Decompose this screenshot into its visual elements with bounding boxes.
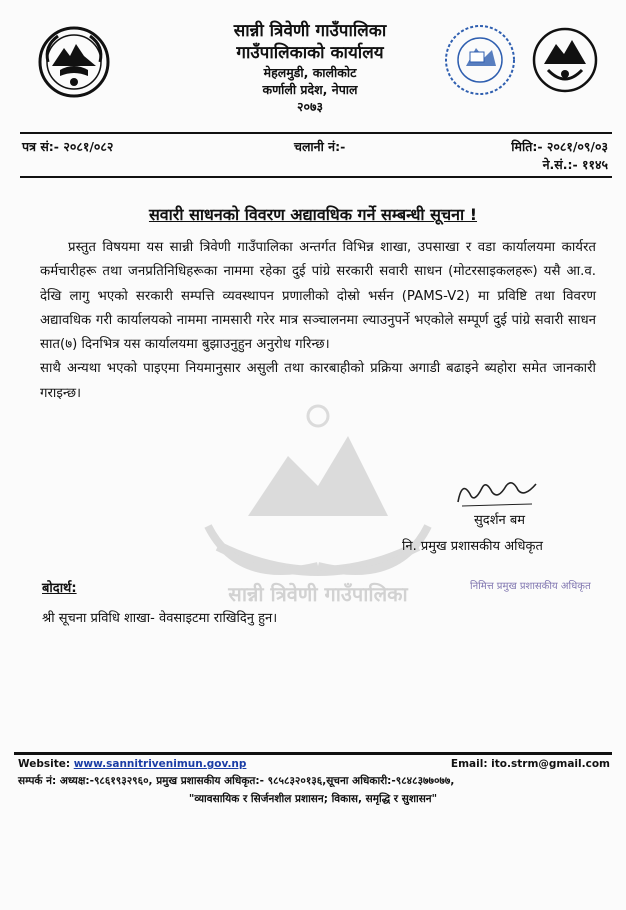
footer-slogan: "व्यावसायिक र सिर्जनशील प्रशासन; विकास, समृद्धि र सुशासन" (188, 793, 438, 805)
footer-phone-numbers: सम्पर्क नं: अध्यक्ष:-९८६१९३२९६०, प्रमुख प्रशासकीय अधिकृत:- ९८५८३२०१३६,सूचना अधिकारी:-९८४८३७७०७७, (18, 775, 455, 787)
office-name: गाउँपालिकाको कार्यालय (236, 43, 384, 63)
header-divider-bottom (20, 176, 612, 178)
signatory-stamp: निमित्त प्रमुख प्रशासकीय अधिकृत (470, 581, 591, 592)
footer-divider (14, 752, 612, 755)
body-paragraph-2: साथै अन्यथा भएको पाइएमा नियमानुसार असुली तथा कारबाहीको प्रक्रिया अगाडी बढाइने ब्यहोरा समेत जानकारी गराइन्छ। (40, 361, 596, 401)
watermark-logo-icon (178, 396, 458, 606)
municipality-name: सान्नी त्रिवेणी गाउँपालिका (233, 21, 387, 41)
notice-body (40, 236, 596, 406)
header-divider-top (20, 132, 612, 134)
office-province: कर्णाली प्रदेश, नेपाल (262, 82, 358, 97)
subject-text: सवारी साधनको विवरण अद्यावधिक गर्ने सम्बन्धी सूचना ! (148, 205, 478, 224)
letter-date: मिति:- २०८१/०९/०३ (511, 139, 608, 154)
nepal-emblem-icon (38, 26, 110, 98)
subject-line (0, 203, 626, 225)
dispatch-number: चलानी नं:- (294, 139, 346, 154)
bodartha-heading: बोदार्थ: (42, 581, 77, 596)
office-header (150, 20, 470, 115)
date-block (511, 138, 608, 174)
bodartha-line: श्री सूचना प्रविधि शाखा- वेवसाइटमा राखिदिनु हुन। (42, 611, 278, 626)
municipality-logo-icon (532, 24, 598, 96)
footer-website (18, 758, 246, 770)
signature-icon (452, 474, 542, 510)
signatory-name: सुदर्शन बम (474, 513, 526, 528)
municipality-seal-icon (440, 22, 520, 98)
letter-number: पत्र सं:- २०८१/०८२ (22, 139, 114, 154)
body-paragraph-1: प्रस्तुत विषयमा यस सान्नी त्रिवेणी गाउँपालिका अन्तर्गत विभिन्न शाखा, उपसाखा र वडा कार्यालयमा कार्यरत कर्मचारीहरू तथा जनप्रतिनिधिहरूका नाममा रहेका दुई पांग्रे सरकारी सवारी साधन (मोटरसाइकलहरू) यसै आ.व. देखि लागु भएको सरकारी सम्पत्ति व्यवस्थापन प्रणालीको दोस्रो भर्सन (PAMS-V2) मा प्रविष्टि तथा विवरण अद्यावधिक गरी कार्यालयको नाममा नामसारी गरेर मात्र सञ्चालनमा ल्याउनुपर्ने भएकोले सम्पूर्ण दुई पांग्रे सवारी साधन सात(७) दिनभित्र यस कार्यालयमा बुझाउनुहुन अनुरोध गरिन्छ। (40, 240, 596, 353)
office-year: २०७३ (296, 99, 323, 114)
nepal-sambat-number: ने.सं.:- ११४५ (542, 157, 608, 172)
signatory-title: नि. प्रमुख प्रशासकीय अधिकृत (402, 539, 543, 554)
office-address: मेहलमुडी, कालीकोट (263, 65, 357, 80)
website-link[interactable]: www.sannitrivenimun.gov.np (73, 758, 247, 770)
website-label: Website: (18, 758, 71, 770)
watermark-text: सान्नी त्रिवेणी गाउँपालिका (228, 582, 408, 606)
footer-email[interactable]: Email: ito.strm@gmail.com (450, 758, 610, 770)
